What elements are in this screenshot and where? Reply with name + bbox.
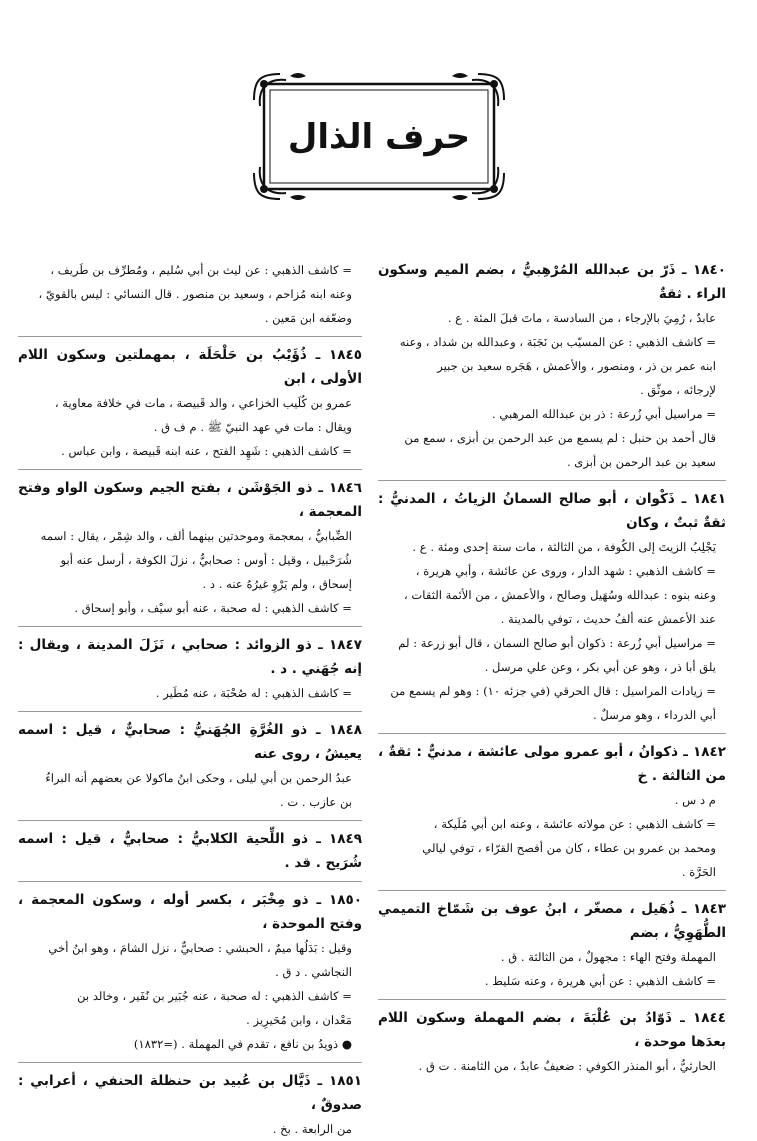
entry-divider xyxy=(378,480,726,481)
entry-divider xyxy=(378,733,726,734)
biography-entry xyxy=(18,343,362,463)
entry-divider xyxy=(18,626,362,627)
biography-entry xyxy=(18,476,362,620)
entry-line: = كاشف الذهبي : عن ليث بن أبي سُليم ، ومُطرِّف بن طَريف ، xyxy=(50,263,352,277)
entry-divider xyxy=(18,469,362,470)
entry-line: مَعْدان ، وابن مُحَيرِيز . xyxy=(246,1013,352,1027)
entry-line: = مراسيل أبي زُرعة : ذر بن عبدالله المرهبي . xyxy=(492,407,716,421)
biography-entry xyxy=(18,1069,362,1141)
entry-line: = كاشف الذهبي : عن المسيّب بن نَجَبَة ، وعبدالله بن شداد ، وعنه xyxy=(399,335,716,349)
entry-line: المهملة وفتح الهاء : مجهولٌ ، من الثالثة . ق . xyxy=(500,950,716,964)
biography-entry xyxy=(378,897,726,993)
entry-line: = مراسيل أبي زُرعة : ذكوان أبو صالح السمان ، قال أبو زرعة : لم xyxy=(398,636,716,650)
entry-line: الضِّبابيُّ ، بمعجمة وموحدتين بينهما ألف ، والد شِمْر ، يقال : اسمه xyxy=(40,529,352,543)
entry-line: الحارثيُّ ، أبو المنذر الكوفي : ضعيفٌ عابدٌ ، من الثامنة . ت ق . xyxy=(418,1059,716,1073)
entry-line: ١٨٥١ ـ ذَيَّال بن عُبيد بن حنظلة الحنفي ، أعرابي : صدوقٌ ، xyxy=(18,1073,362,1113)
entry-divider xyxy=(18,881,362,882)
biography-entry xyxy=(18,827,362,875)
entry-line: لإرجائه ، موثّق . xyxy=(640,383,716,397)
entry-line: شُرَحْبيل ، وقيل : أوس : صحابيٌّ ، نزلَ الكوفة ، أرسل عنه أبو xyxy=(60,553,352,567)
biography-entry xyxy=(378,487,726,727)
entry-line: ١٨٥٠ ـ ذو مِخْبَر ، بكسر أوله ، وسكون المعجمة ، وفتح الموحدة ، xyxy=(18,892,362,932)
right-column xyxy=(378,258,726,1088)
entry-divider xyxy=(378,999,726,1000)
entry-line: ١٨٤٩ ـ ذو اللِّحية الكلابيُّ : صحابيٌّ ، قيل : اسمه شُرَيح . قد . xyxy=(18,831,362,871)
biography-entry xyxy=(378,1006,726,1078)
entry-line: أبي الدرداء ، وهو مرسلٌ . xyxy=(592,708,716,722)
biography-entry xyxy=(18,633,362,705)
entry-line: وعنه ابنه مُزاحم ، وسعيد بن منصور . قال النسائي : ليس بالقويّ ، xyxy=(38,287,352,301)
entry-line: ابنه عمر بن ذر ، ومنصور ، والأعمش ، هَجَره سعيد بن جبير xyxy=(437,359,716,373)
entry-line: يلق أبا ذر ، وهو عن أبي بكر ، وعن علي مرسل . xyxy=(484,660,716,674)
biography-entry xyxy=(18,258,362,330)
entry-line: ١٨٤٦ ـ ذو الجَوْشَن ، بفتح الجيم وسكون الواو وفتح المعجمة ، xyxy=(18,480,362,520)
entry-line: ١٨٤١ ـ ذَكْوان ، أبو صالح السمانُ الزياتُ ، المدنيُّ : ثقةٌ ثبتٌ ، وكان xyxy=(378,491,726,531)
entry-line: = كاشف الذهبي : له صحبة ، عنه جُبَير بن نُفَير ، وخالد بن xyxy=(77,989,352,1003)
chapter-title-frame xyxy=(250,70,508,203)
entry-divider xyxy=(18,711,362,712)
biography-entry xyxy=(378,258,726,474)
entry-line: قال أحمد بن حنبل : لم يسمع من عبد الرحمن بن أبزى ، سمع من xyxy=(404,431,716,445)
entry-line: الحَرَّة . xyxy=(681,865,716,879)
entry-line: = كاشف الذهبي : عن أبي هريرة ، وعنه سَليط . xyxy=(484,974,716,988)
entry-divider xyxy=(18,1062,362,1063)
entry-line: ١٨٤٣ ـ ذُهَيل ، مصغّر ، ابنُ عوف بن شَمّاخ التميمي الطُّهَوِيُّ ، بضم xyxy=(378,901,726,941)
entry-line: إسحاق ، ولم يَرْوِ غيرُهُ عنه . د . xyxy=(202,577,352,591)
entry-line: عبدُ الرحمن بن أبي ليلى ، وحكى ابنُ ماكولا عن بعضهم أنه البراءُ xyxy=(45,771,352,785)
entry-line: = كاشف الذهبي : له صُحْبَة ، عنه مُطَير . xyxy=(155,686,352,700)
entry-line: = كاشف الذهبي : شَهِد الفتح ، عنه ابنه قَبيصة ، وابن عباس . xyxy=(61,444,352,458)
entry-line: عند الأعمش عنه ألفُ حديث ، توفي بالمدينة . xyxy=(500,612,716,626)
entry-divider xyxy=(378,890,726,891)
entry-line: ● ذويدُ بن نافع ، تقدم في المهملة . (=١٨٣٢) xyxy=(133,1037,352,1051)
entry-line: وقيل : بَدَلُها ميمٌ ، الحبشي : صحابيٌّ ، نزل الشامَ ، وهو ابنُ أخي xyxy=(48,941,352,955)
entry-line: سعيد بن عبد الرحمن بن أبزى . xyxy=(566,455,716,469)
entry-line: يَجْلِبُ الزيتَ إلى الكُوفة ، من الثالثة ، مات سنة إحدى ومئة . ع . xyxy=(412,540,716,554)
entry-line: م د س . xyxy=(674,793,716,807)
entry-line: = كاشف الذهبي : عن مولاته عائشة ، وعنه ابن أبي مُلَيكة ، xyxy=(433,817,716,831)
entry-line: ومحمد بن عمرو بن عطاء ، كان من أفصح القرّاء ، توفي ليالي xyxy=(422,841,716,855)
entry-line: ويقال : مات في عهد النبيّ ﷺ . م ف ق . xyxy=(153,420,352,434)
entry-line: = زيادات المراسيل : قال الحرقي (في جزئه ١٠) : وهو لم يسمع من xyxy=(390,684,716,698)
entry-line: = كاشف الذهبي : شهد الدار ، وروى عن عائشة ، وأبي هريرة ، xyxy=(415,564,716,578)
entry-line: بن عازب . ت . xyxy=(279,795,352,809)
biography-entry xyxy=(18,718,362,814)
entry-line: النجاشي . د ق . xyxy=(275,965,352,979)
entry-line: ١٨٤٢ ـ ذكوانُ ، أبو عمرو مولى عائشة ، مدنيٌّ : ثقةٌ ، من الثالثة . خ xyxy=(378,744,726,784)
entry-line: عمرو بن كُلَيب الخزاعي ، والد قَبيصة ، مات في خلافة معاوية ، xyxy=(54,396,352,410)
entry-line: ١٨٤٥ ـ ذُؤَيْبُ بن حَلْحَلَة ، بمهملتين وسكون اللام الأولى ، ابن xyxy=(18,347,362,387)
entry-line: = كاشف الذهبي : له صحبة ، عنه أبو سيْف ، وأبو إسحاق . xyxy=(74,601,352,615)
entry-line: ١٨٤٨ ـ ذو الغُرَّةِ الجُهَنيُّ : صحابيٌّ ، قيل : اسمه يعيشُ ، روى عنه xyxy=(18,722,362,762)
entry-line: عابدٌ ، رُمِيَ بالإرجاء ، من السادسة ، ماتَ قبلَ المئة . ع . xyxy=(447,311,716,325)
biography-entry xyxy=(378,740,726,884)
entry-divider xyxy=(18,820,362,821)
entry-line: ١٨٤٤ ـ ذَوّادُ بن عُلْبَةَ ، بضم المهملة وسكون اللام بعدَها موحدة ، xyxy=(378,1010,726,1050)
entry-line: ١٨٤٠ ـ ذَرّ بن عبدالله المُرْهِبيُّ ، بضم الميم وسكون الراء . ثقةٌ xyxy=(378,262,726,302)
entry-line: وضعّفه ابن مَعين . xyxy=(264,311,352,325)
biography-entry xyxy=(18,888,362,1056)
left-column xyxy=(18,258,362,1136)
entry-divider xyxy=(18,336,362,337)
chapter-title: حرف الذال xyxy=(287,116,471,157)
entry-line: ١٨٤٧ ـ ذو الزوائد : صحابي ، نَزَلَ المدينة ، ويقال : إنه جُهَني . د . xyxy=(18,637,362,677)
entry-line: من الرابعة . بخ . xyxy=(272,1122,352,1136)
entry-line: وعنه بنوه : عبدالله وسُهَيل وصالح ، والأعمش ، من الأئمة الثقات ، xyxy=(403,588,716,602)
